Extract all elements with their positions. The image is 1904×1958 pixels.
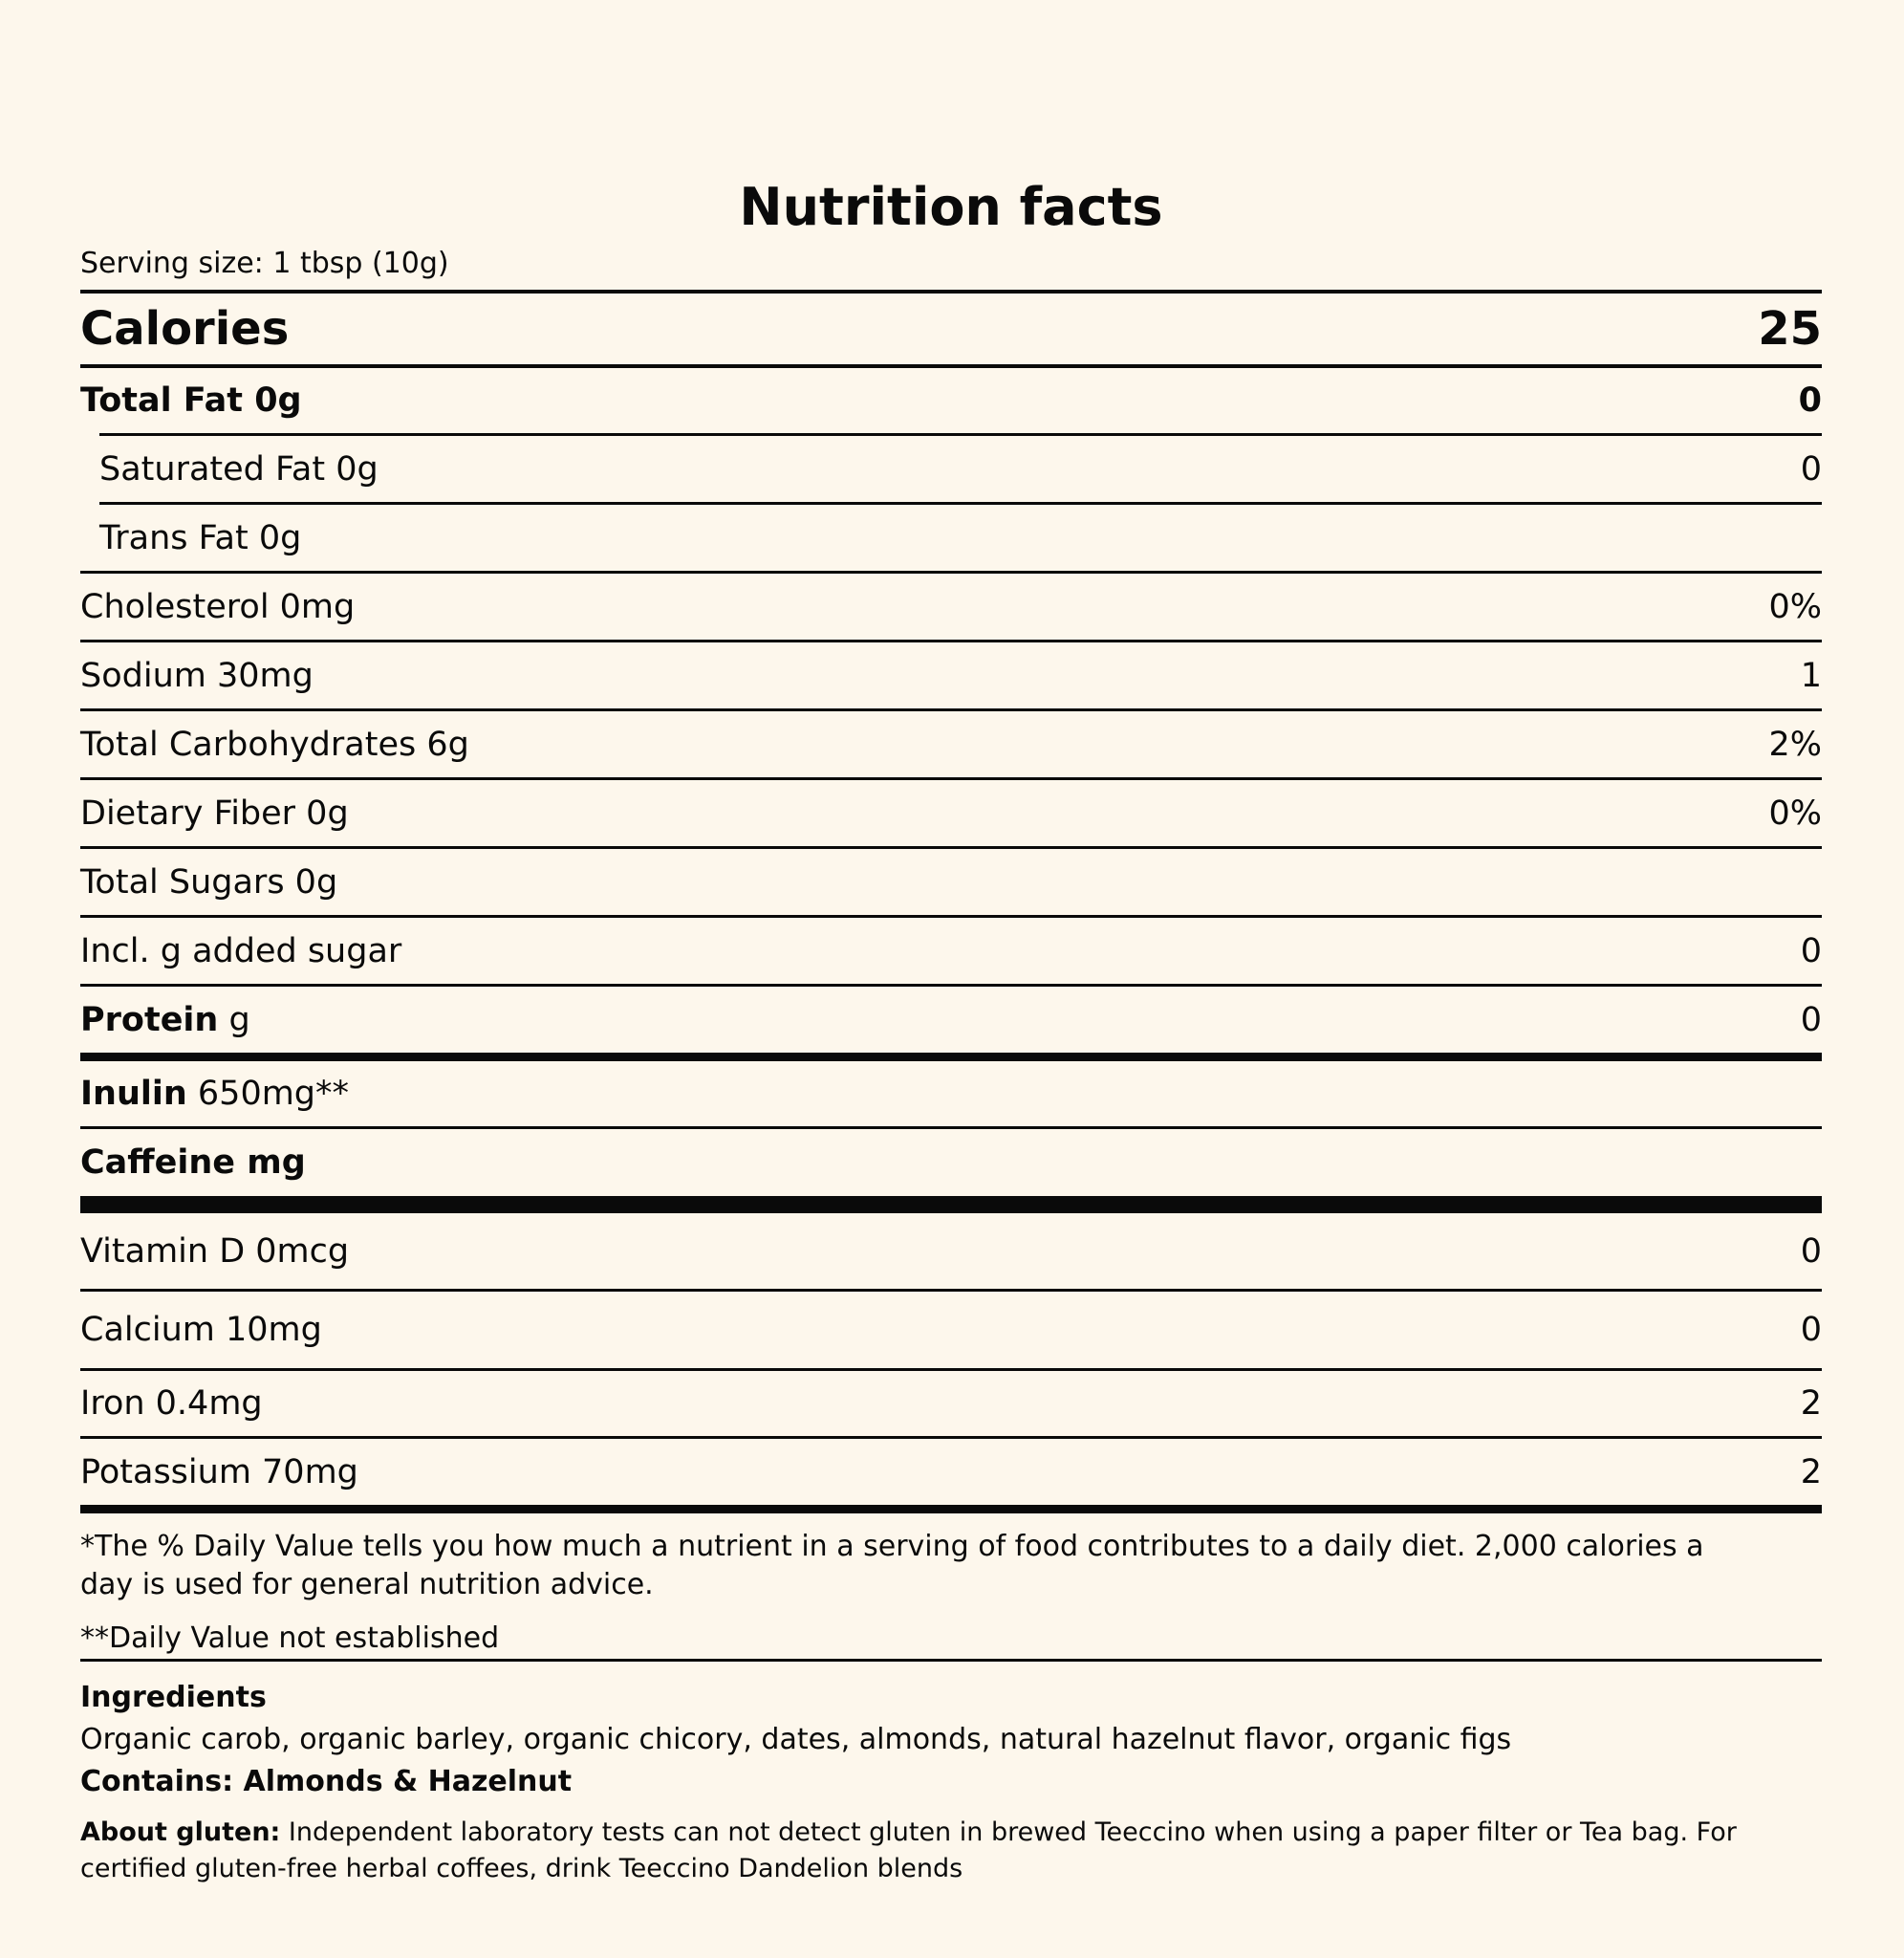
nutrient-row-saturated-fat [80, 436, 1822, 502]
daily-value-footnote [80, 1528, 1822, 1604]
nutrient-name: Inulin [80, 1075, 187, 1113]
nutrient-row-total-carbohydrates [80, 711, 1822, 777]
nutrient-value: 0 [1800, 449, 1822, 489]
nutrient-row-dietary-fiber [80, 780, 1822, 846]
vitamin-row-vitamin-d [80, 1213, 1822, 1289]
gluten-note [80, 1815, 1822, 1887]
vitamin-name: Potassium 70mg [80, 1452, 358, 1491]
thick-divider [80, 1505, 1822, 1513]
vitamin-name: Vitamin D 0mcg [80, 1231, 350, 1271]
nutrient-name-rest: Dietary Fiber 0g [80, 794, 349, 833]
nutrient-value: 0% [1768, 794, 1822, 833]
not-established-footnote: **Daily Value not established [80, 1621, 500, 1655]
vitamin-value: 0 [1800, 1231, 1822, 1271]
nutrient-value: 0 [1800, 1000, 1822, 1039]
nutrient-row-sodium [80, 642, 1822, 708]
nutrient-value: 0% [1768, 587, 1822, 626]
nutrient-name-rest: Trans Fat 0g [99, 518, 302, 557]
calories-label: Calories [80, 302, 290, 356]
divider [80, 1659, 1822, 1662]
nutrient-name-rest: 650mg** [186, 1075, 350, 1113]
vitamin-value: 0 [1800, 1311, 1822, 1349]
nutrient-name-rest: g [218, 1000, 250, 1039]
nutrient-value: 0 [1800, 931, 1822, 970]
thick-divider [80, 1196, 1822, 1213]
vitamin-row-iron [80, 1371, 1822, 1436]
nutrient-row-total-fat [80, 368, 1822, 433]
nutrient-name: Total Fat 0g [80, 381, 302, 420]
nutrient-row-trans-fat [80, 505, 1822, 571]
gluten-label: About gluten: [80, 1817, 281, 1847]
nutrient-row-added-sugar [80, 918, 1822, 984]
allergen-contains: Contains: Almonds & Hazelnut [80, 1765, 573, 1798]
nutrient-row-protein [80, 987, 1822, 1053]
ingredients-text: Organic carob, organic barley, organic chicory, dates, almonds, natural hazelnut flavor, organic figs [80, 1723, 1512, 1756]
footnote-line: *The % Daily Value tells you how much a nutrient in a serving of food contributes to a daily diet. 2,000 calories a [80, 1530, 1704, 1563]
vitamin-row-potassium [80, 1439, 1822, 1505]
nutrient-name-rest: Cholesterol 0mg [80, 587, 356, 626]
nutrient-row-inulin [80, 1061, 1822, 1126]
calories-row [80, 294, 1822, 364]
serving-size: Serving size: 1 tbsp (10g) [80, 247, 449, 280]
nutrient-name-rest: Total Carbohydrates 6g [80, 725, 469, 764]
ingredients-heading: Ingredients [80, 1681, 267, 1714]
vitamin-value: 2 [1800, 1384, 1822, 1423]
nutrient-name-rest: Total Sugars 0g [80, 862, 338, 902]
gluten-text: certified gluten-free herbal coffees, drink Teeccino Dandelion blends [80, 1854, 963, 1883]
vitamin-name: Iron 0.4mg [80, 1384, 263, 1423]
thick-divider [80, 1053, 1822, 1061]
nutrient-row-cholesterol [80, 574, 1822, 640]
nutrient-name-rest: Incl. g added sugar [80, 931, 402, 970]
nutrient-name-rest: Sodium 30mg [80, 656, 314, 695]
nutrient-value: 2% [1768, 725, 1822, 764]
nutrient-row-total-sugars [80, 849, 1822, 915]
nutrient-name: Protein [80, 1000, 219, 1039]
nutrient-row-caffeine [80, 1129, 1822, 1196]
nutrient-value: 0 [1798, 381, 1822, 420]
gluten-text: Independent laboratory tests can not detect gluten in brewed Teeccino when using a paper filter or Tea bag. For [280, 1817, 1737, 1847]
vitamin-value: 2 [1800, 1452, 1822, 1491]
vitamin-row-calcium [80, 1292, 1822, 1368]
footnote-line: day is used for general nutrition advice. [80, 1568, 654, 1601]
nutrient-value: 1 [1800, 656, 1822, 695]
nutrient-name: Caffeine mg [80, 1143, 306, 1182]
vitamin-name: Calcium 10mg [80, 1311, 322, 1349]
label-title: Nutrition facts [739, 177, 1163, 237]
nutrient-name-rest: Saturated Fat 0g [99, 449, 379, 489]
calories-value: 25 [1758, 302, 1822, 356]
